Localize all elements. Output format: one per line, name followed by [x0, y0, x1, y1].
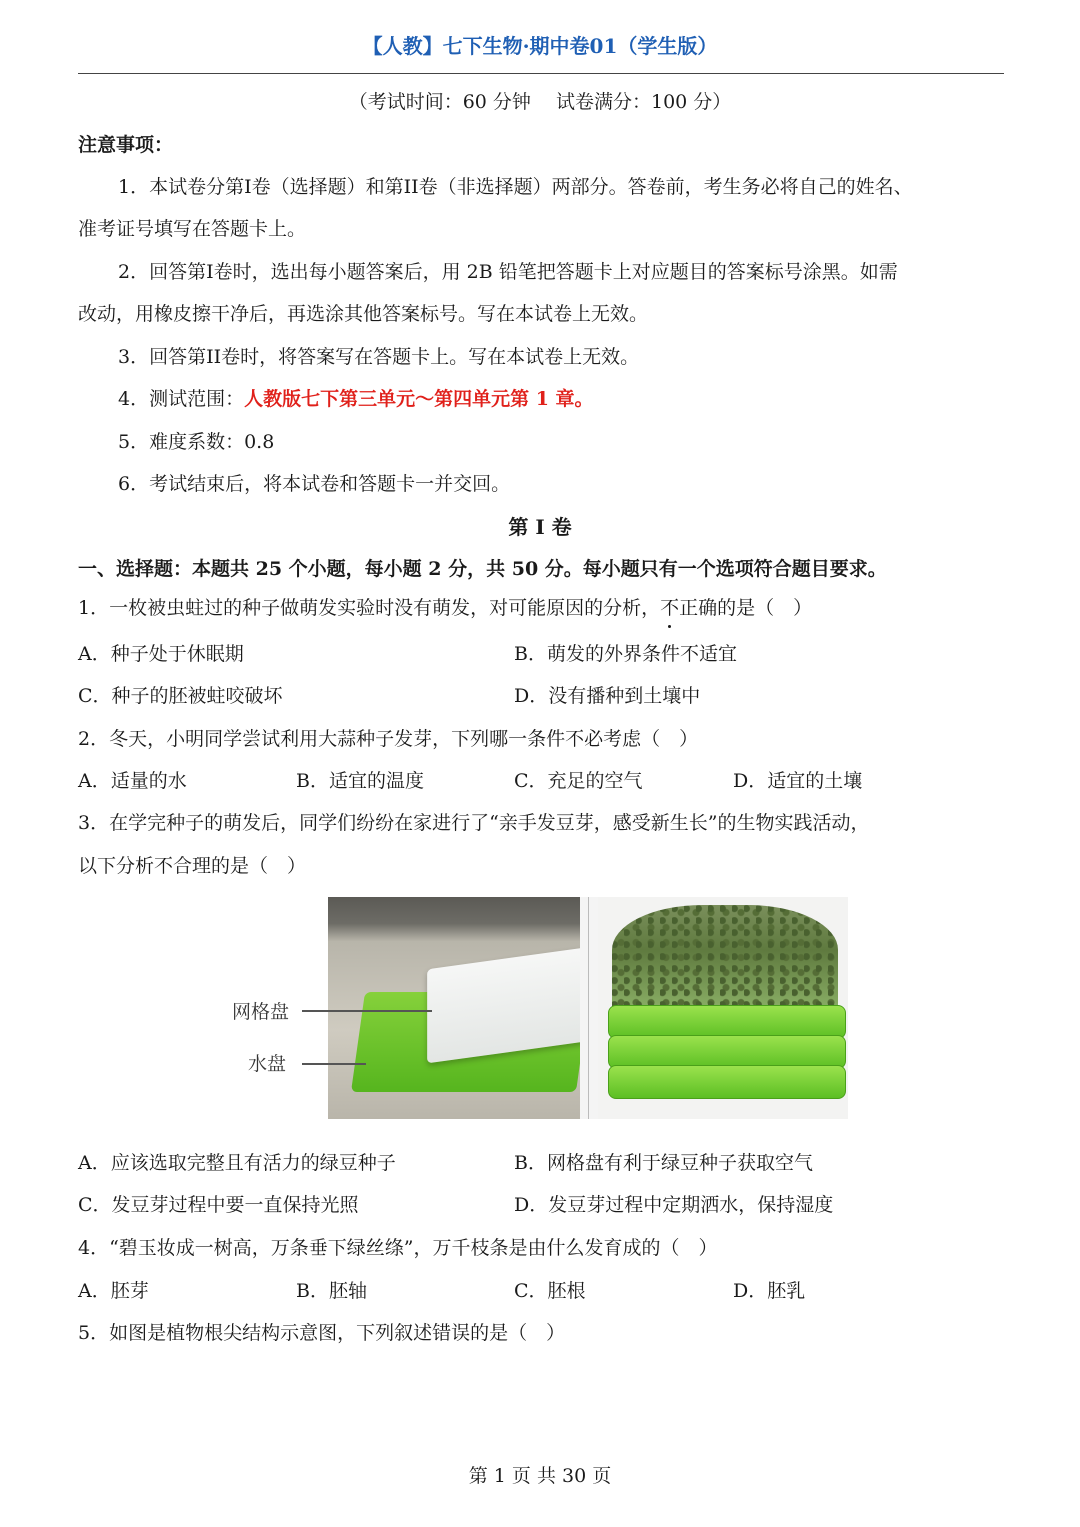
question-1-stem [78, 593, 812, 620]
tray-photo-left [328, 897, 580, 1119]
question-1-option-d: D．没有播种到土壤中 [514, 685, 701, 707]
question-1-stem-a: 1．一枚被虫蛀过的种子做萌发实验时没有萌发，对可能原因的分析， [78, 597, 661, 619]
test-range-highlight: 人教版七下第三单元～第四单元第 1 章 [244, 388, 575, 410]
note-item-2-line-2: 改动，用橡皮擦干净后，再选涂其他答案标号。写在本试卷上无效。 [78, 303, 649, 325]
question-2-option-d: D．适宜的土壤 [733, 770, 863, 792]
note-item-1-line-1: 1．本试卷分第I卷（选择题）和第II卷（非选择题）两部分。答卷前，考生务必将自己的姓名、 [118, 176, 913, 198]
part-heading: 一、选择题：本题共 25 个小题，每小题 2 分，共 50 分。每小题只有一个选项符合题目要求。 [78, 558, 887, 580]
page-footer: 第 1 页 共 30 页 [468, 1465, 612, 1487]
leader-line-grid [302, 1010, 432, 1012]
question-4-option-d: D．胚乳 [733, 1280, 806, 1302]
note-item-5: 5．难度系数：0.8 [118, 431, 275, 453]
note-item-2-line-1: 2．回答第I卷时，选出每小题答案后，用 2B 铅笔把答题卡上对应题目的答案标号涂黑。如需 [118, 261, 898, 283]
question-2-stem: 2．冬天，小明同学尝试利用大蒜种子发芽，下列哪一条件不必考虑（ ） [78, 728, 699, 750]
question-4-stem: 4．“碧玉妆成一树高，万条垂下绿丝绦”，万千枝条是由什么发育成的（ ） [78, 1237, 718, 1259]
sprout-trays-figure [232, 897, 848, 1119]
question-2-option-a: A．适量的水 [78, 770, 187, 792]
notes-heading: 注意事项： [78, 134, 174, 156]
question-1-stem-b: 正确的是（ ） [679, 597, 813, 619]
question-1-option-b: B．萌发的外界条件不适宜 [514, 643, 737, 665]
header-divider [78, 73, 1004, 74]
sprout-photo-right [598, 897, 848, 1119]
question-3-stem-line-1: 3．在学完种子的萌发后，同学们纷纷在家进行了“亲手发豆芽，感受新生长”的生物实践活动， [78, 812, 870, 834]
question-1-option-a: A．种子处于休眠期 [78, 643, 244, 665]
question-3-stem-line-2: 以下分析不合理的是（ ） [78, 855, 307, 877]
note-item-3: 3．回答第II卷时，将答案写在答题卡上。写在本试卷上无效。 [118, 346, 640, 368]
question-5-stem: 5．如图是植物根尖结构示意图，下列叙述错误的是（ ） [78, 1322, 566, 1344]
label-grid-tray: 网格盘 [232, 1001, 290, 1023]
sprout-tray-middle [608, 1035, 846, 1069]
question-3-option-c: C．发豆芽过程中要一直保持光照 [78, 1194, 359, 1216]
bean-sprouts [612, 905, 838, 1017]
question-2-option-c: C．充足的空气 [514, 770, 643, 792]
question-4-option-b: B．胚轴 [296, 1280, 367, 1302]
emphasis-not: 不 [660, 597, 680, 619]
volume-title: 第 I 卷 [508, 515, 572, 539]
question-4-option-a: A．胚芽 [78, 1280, 149, 1302]
leader-line-water [302, 1063, 366, 1065]
document-title: 【人教】七下生物·期中卷01（学生版） [362, 34, 718, 58]
question-3-option-d: D．发豆芽过程中定期洒水，保持湿度 [514, 1194, 834, 1216]
figure-divider [580, 897, 598, 1119]
question-3-option-a: A．应该选取完整且有活力的绿豆种子 [78, 1152, 396, 1174]
sprout-tray-top [608, 1005, 846, 1039]
note-item-4 [118, 384, 594, 411]
question-4-option-c: C．胚根 [514, 1280, 586, 1302]
label-water-tray: 水盘 [248, 1053, 287, 1075]
question-3-option-b: B．网格盘有利于绿豆种子获取空气 [514, 1152, 813, 1174]
note-item-1-line-2: 准考证号填写在答题卡上。 [78, 218, 307, 240]
question-2-option-b: B．适宜的温度 [296, 770, 424, 792]
sprout-tray-bottom [608, 1065, 846, 1099]
note-item-4-prefix: 4．测试范围： [118, 388, 245, 410]
question-1-option-c: C．种子的胚被蛀咬破坏 [78, 685, 283, 707]
note-item-6: 6．考试结束后，将本试卷和答题卡一并交回。 [118, 473, 511, 495]
note-item-4-suffix: 。 [574, 388, 594, 410]
exam-info: （考试时间：60 分钟 试卷满分：100 分） [348, 91, 732, 113]
